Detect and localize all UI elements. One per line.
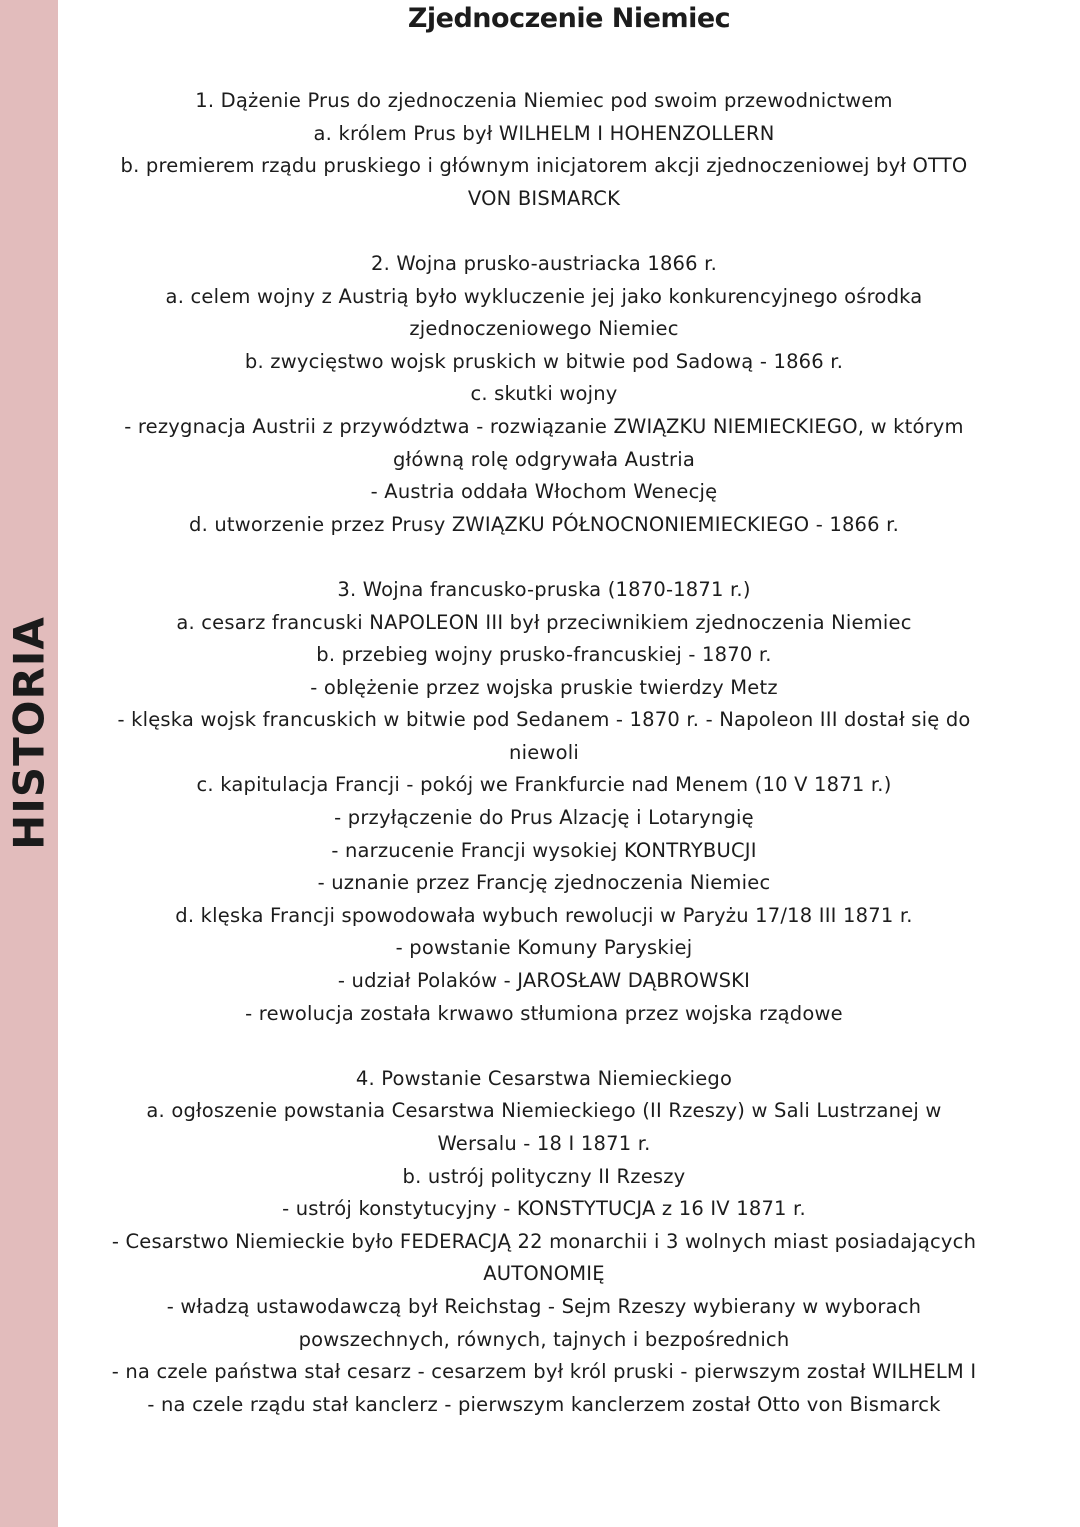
note-line: - na czele państwa stał cesarz - cesarzem był król pruski - pierwszym został WILHELM I bbox=[111, 1360, 977, 1384]
note-line: d. klęska Francji spowodowała wybuch rewolucji w Paryżu 17/18 III 1871 r. bbox=[175, 903, 913, 927]
note-line: c. kapitulacja Francji - pokój we Frankfurcie nad Menem (10 V 1871 r.) bbox=[196, 773, 892, 797]
note-line: a. ogłoszenie powstania Cesarstwa Niemieckiego (II Rzeszy) w Sali Lustrzanej w Wersalu - 18 I 1871 r. bbox=[146, 1099, 942, 1155]
note-line: - rewolucja została krwawo stłumiona przez wojska rządowe bbox=[245, 1001, 843, 1025]
note-line: c. skutki wojny bbox=[470, 382, 618, 406]
note-line: - przyłączenie do Prus Alzację i Lotaryngię bbox=[334, 806, 754, 830]
note-line: - na czele rządu stał kanclerz - pierwszym kanclerzem został Otto von Bismarck bbox=[147, 1392, 941, 1416]
section-1-heading: 1. Dążenie Prus do zjednoczenia Niemiec pod swoim przewodnictwem bbox=[195, 89, 893, 112]
note-line: - Cesarstwo Niemieckie było FEDERACJĄ 22 monarchii i 3 wolnych miast posiadających AUTONOMIĘ bbox=[111, 1229, 977, 1286]
note-line: - narzucenie Francji wysokiej KONTRYBUCJI bbox=[331, 838, 757, 862]
note-line: b. ustrój polityczny II Rzeszy bbox=[402, 1164, 686, 1188]
section-4-heading: 4. Powstanie Cesarstwa Niemieckiego bbox=[355, 1066, 733, 1090]
section-3-heading: 3. Wojna francusko-pruska (1870-1871 r.) bbox=[337, 577, 751, 601]
note-line: - oblężenie przez wojska pruskie twierdzy Metz bbox=[310, 675, 778, 699]
note-line: - władzą ustawodawczą był Reichstag - Sejm Rzeszy wybierany w wyborach powszechnych, równych, tajnych i bezpośrednich bbox=[166, 1294, 922, 1351]
subject-label: HISTORIA bbox=[4, 616, 54, 850]
note-line: b. przebieg wojny prusko-francuskiej - 1870 r. bbox=[316, 643, 772, 667]
spacer bbox=[108, 541, 980, 574]
page-title: Zjednoczenie Niemiec bbox=[407, 3, 731, 34]
note-line: - ustrój konstytucyjny - KONSTYTUCJA z 16 IV 1871 r. bbox=[282, 1197, 806, 1221]
note-line: d. utworzenie przez Prusy ZWIĄZKU PÓŁNOCNONIEMIECKIEGO - 1866 r. bbox=[189, 512, 899, 536]
note-line: a. celem wojny z Austrią było wykluczenie jej jako konkurencyjnego ośrodka zjednoczeniowego Niemiec bbox=[165, 284, 923, 341]
side-band bbox=[0, 0, 58, 1527]
notes-body bbox=[108, 85, 980, 1421]
note-line: - uznanie przez Francję zjednoczenia Niemiec bbox=[317, 871, 771, 895]
note-line: - powstanie Komuny Paryskiej bbox=[395, 936, 693, 960]
note-line: a. cesarz francuski NAPOLEON III był przeciwnikiem zjednoczenia Niemiec bbox=[176, 610, 912, 634]
note-line: - Austria oddała Włochom Wenecję bbox=[370, 480, 718, 504]
note-line: - rezygnacja Austrii z przywództwa - rozwiązanie ZWIĄZKU NIEMIECKIEGO, w którym główną rolę odgrywała Austria bbox=[124, 414, 964, 471]
section-2-heading: 2. Wojna prusko-austriacka 1866 r. bbox=[370, 251, 717, 275]
note-line: - udział Polaków - JAROSŁAW DĄBROWSKI bbox=[337, 969, 751, 993]
spacer bbox=[108, 1030, 980, 1063]
note-line: - klęska wojsk francuskich w bitwie pod Sedanem - 1870 r. - Napoleon III dostał się do niewoli bbox=[117, 708, 971, 764]
note-line: b. premierem rządu pruskiego i głównym inicjatorem akcji zjednoczeniowej był OTTO VON BISMARCK bbox=[120, 154, 968, 210]
note-line: a. królem Prus był WILHELM I HOHENZOLLERN bbox=[313, 121, 775, 145]
note-line: b. zwycięstwo wojsk pruskich w bitwie pod Sadową - 1866 r. bbox=[244, 349, 844, 373]
spacer bbox=[108, 215, 980, 248]
